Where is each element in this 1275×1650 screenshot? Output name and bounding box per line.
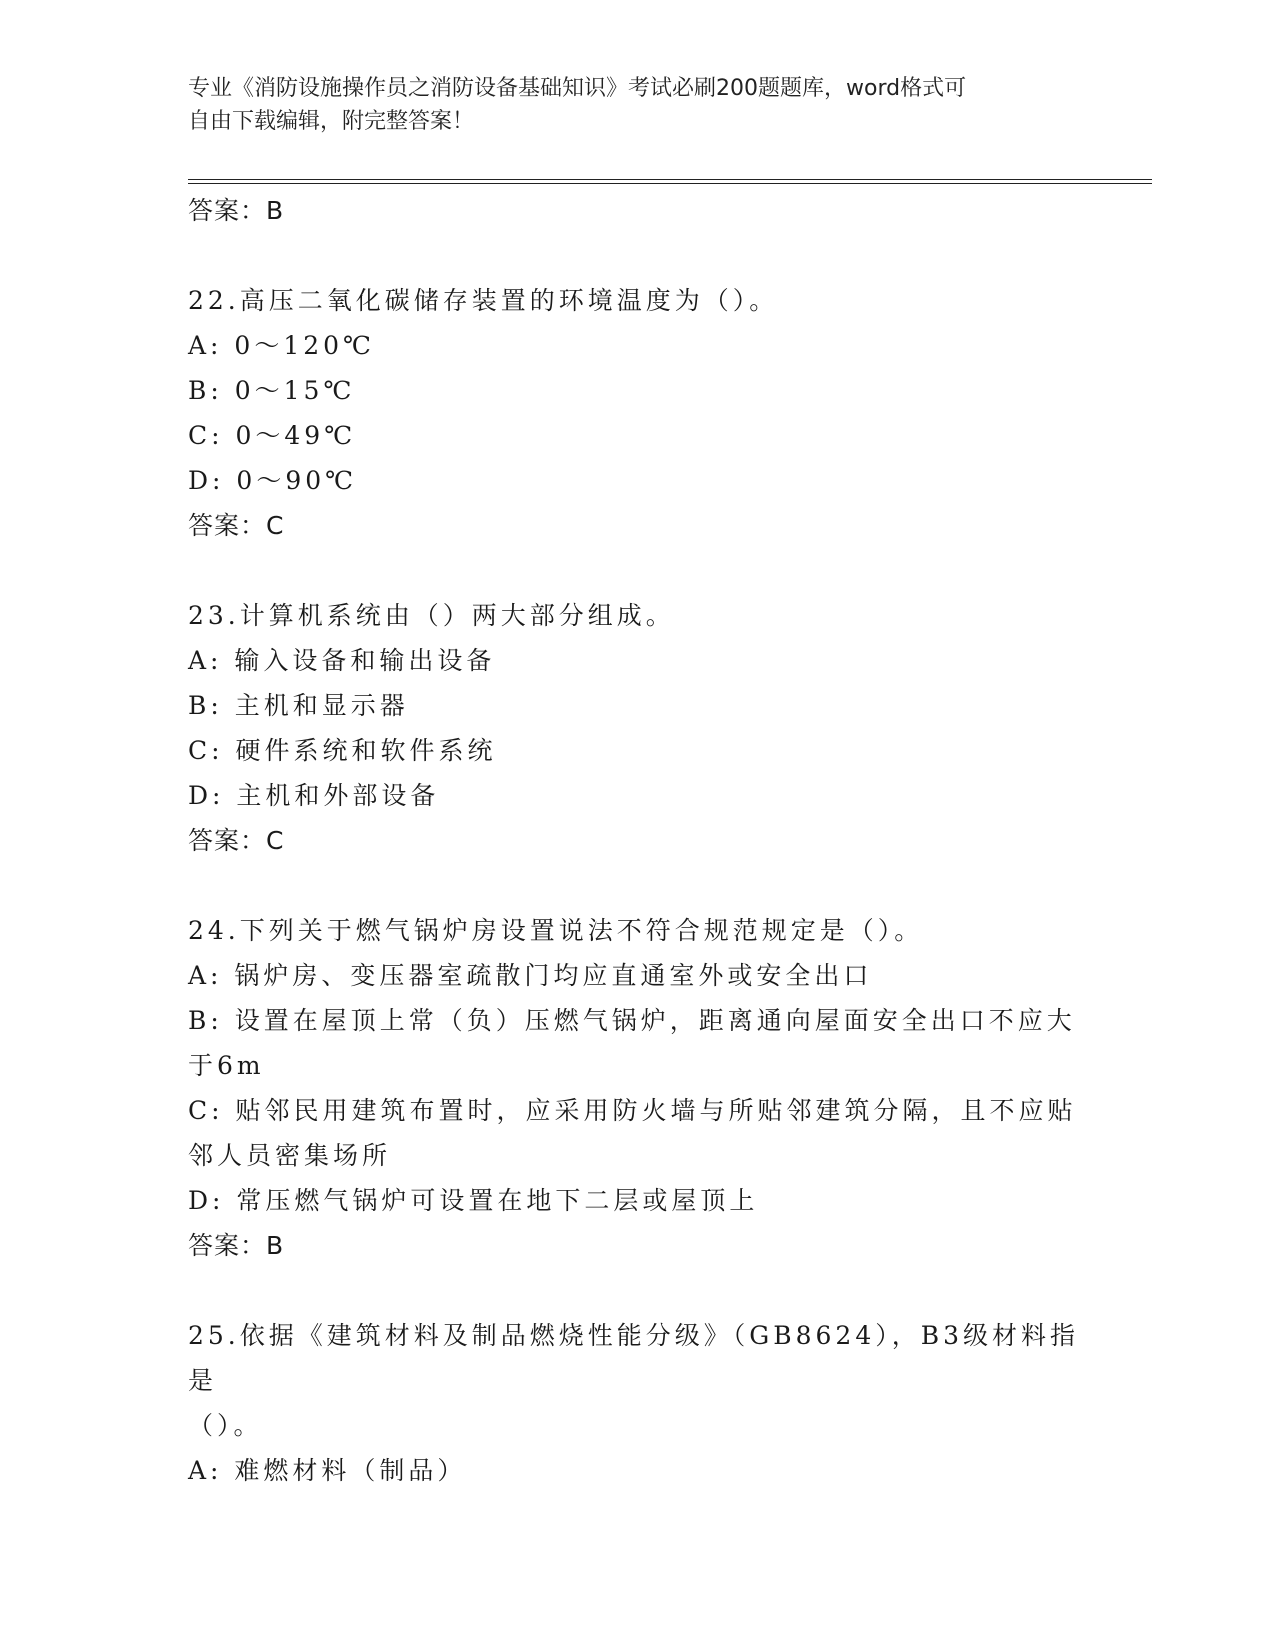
question-stem: 22.高压二氧化碳储存装置的环境温度为（）。 <box>188 286 779 315</box>
option-a: A: 0～120℃ <box>188 331 376 360</box>
answer-line: 答案：C <box>188 511 285 540</box>
page-header <box>188 72 1088 138</box>
option-b: B: 设置在屋顶上常（负）压燃气锅炉，距离通向屋面安全出口不应大 <box>188 1006 1076 1035</box>
question-stem-continued: （）。 <box>188 1411 263 1440</box>
question-block <box>188 1313 1088 1493</box>
question-block <box>188 278 1088 548</box>
option-b-continued: 于6m <box>188 1051 265 1080</box>
option-d: D: 常压燃气锅炉可设置在地下二层或屋顶上 <box>188 1186 759 1215</box>
option-a: A: 难燃材料（制品） <box>188 1456 467 1485</box>
option-c-continued: 邻人员密集场所 <box>188 1141 392 1170</box>
previous-answer: 答案：B <box>188 196 285 225</box>
question-stem: 24.下列关于燃气锅炉房设置说法不符合规范规定是（）。 <box>188 916 924 945</box>
document-body <box>188 188 1088 1493</box>
answer-line: 答案：B <box>188 1231 285 1260</box>
option-b: B: 主机和显示器 <box>188 691 409 720</box>
spacer <box>188 1268 1088 1313</box>
option-d: D: 主机和外部设备 <box>188 781 440 810</box>
option-c: C: 硬件系统和软件系统 <box>188 736 497 765</box>
spacer <box>188 863 1088 908</box>
spacer <box>188 548 1088 593</box>
header-line-1: 专业《消防设施操作员之消防设备基础知识》考试必刷200题题库，word格式可 <box>188 76 967 101</box>
option-d: D: 0～90℃ <box>188 466 358 495</box>
option-c: C: 0～49℃ <box>188 421 357 450</box>
question-block <box>188 908 1088 1268</box>
header-line-2: 自由下载编辑，附完整答案！ <box>188 109 475 134</box>
answer-line: 答案：C <box>188 826 285 855</box>
question-stem: 23.计算机系统由（）两大部分组成。 <box>188 601 675 630</box>
option-a: A: 输入设备和输出设备 <box>188 646 496 675</box>
header-divider <box>188 179 1152 184</box>
option-b: B: 0～15℃ <box>188 376 356 405</box>
spacer <box>188 233 1088 278</box>
option-c: C: 贴邻民用建筑布置时，应采用防火墙与所贴邻建筑分隔，且不应贴 <box>188 1096 1077 1125</box>
question-block <box>188 593 1088 863</box>
option-a: A: 锅炉房、变压器室疏散门均应直通室外或安全出口 <box>188 961 873 990</box>
question-stem: 25.依据《建筑材料及制品燃烧性能分级》（GB8624），B3级材料指是 <box>188 1321 1080 1395</box>
